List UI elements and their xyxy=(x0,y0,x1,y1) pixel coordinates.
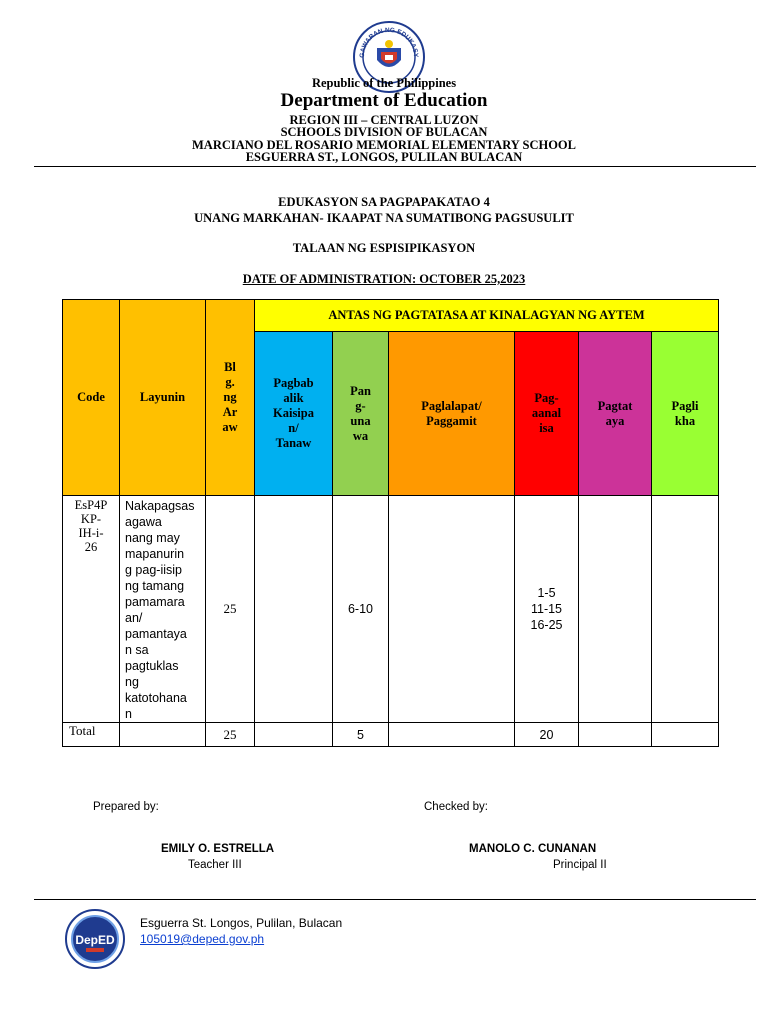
row-pagbabalik xyxy=(255,496,333,723)
total-bilang: 25 xyxy=(206,723,255,747)
checked-by-name: MANOLO C. CUNANAN xyxy=(469,843,597,855)
republic-text: Republic of the Philippines xyxy=(311,76,457,90)
exam-title: UNANG MARKAHAN- IKAAPAT NA SUMATIBONG PAGSUSULIT xyxy=(194,211,574,225)
total-pag-unawa: 5 xyxy=(333,723,389,747)
checked-by-title: Principal II xyxy=(553,859,607,871)
footer-address: Esguerra St. Longos, Pulilan, Bulacan xyxy=(140,916,343,930)
total-paglalapat xyxy=(389,723,515,747)
prepared-by-name: EMILY O. ESTRELLA xyxy=(161,843,275,855)
total-layunin xyxy=(120,723,206,747)
department-line xyxy=(0,90,768,112)
header-paglikha: Pagli kha xyxy=(652,332,719,496)
table-name-title: TALAAN NG ESPISIPIKASYON xyxy=(292,241,476,255)
total-pag-aanalisa: 20 xyxy=(515,723,579,747)
date-line xyxy=(0,270,768,288)
header-bilang-ng-araw: Bl g. ng Ar aw xyxy=(206,300,255,496)
checked-by-label: Checked by: xyxy=(424,801,488,813)
total-pagbabalik xyxy=(255,723,333,747)
header-pag-unawa: Pan g- una wa xyxy=(333,332,389,496)
footer-divider xyxy=(34,899,756,900)
table-name-line xyxy=(0,239,768,257)
header-pagbabalik-kaisipan: Pagbab alik Kaisipa n/ Tanaw xyxy=(255,332,333,496)
school-text: MARCIANO DEL ROSARIO MEMORIAL ELEMENTARY SCHOOL xyxy=(192,138,576,152)
seal-text: GAWARAN NG EDUKASY xyxy=(358,26,420,58)
prepared-by-label: Prepared by: xyxy=(93,801,159,813)
subject-title: EDUKASYON SA PAGPAPAKATAO 4 xyxy=(278,195,490,209)
table-row xyxy=(63,496,719,723)
prepared-by-title: Teacher III xyxy=(188,859,242,871)
total-label: Total xyxy=(63,723,120,747)
exam-line xyxy=(0,209,768,227)
email-link[interactable]: 105019@deped.gov.ph xyxy=(140,932,265,946)
row-paglalapat xyxy=(389,496,515,723)
department-title: Department of Education xyxy=(280,90,488,111)
row-pag-unawa: 6-10 xyxy=(333,496,389,723)
address-line xyxy=(0,148,768,166)
header-layunin: Layunin xyxy=(120,300,206,496)
header-antas: ANTAS NG PAGTATASA AT KINALAGYAN NG AYTEM xyxy=(255,300,719,332)
row-code: EsP4P KP- IH-i- 26 xyxy=(63,496,120,723)
header-pagtataya: Pagtat aya xyxy=(579,332,652,496)
row-pag-aanalisa: 1-5 11-15 16-25 xyxy=(515,496,579,723)
row-paglikha xyxy=(652,496,719,723)
specification-table xyxy=(62,299,719,747)
row-bilang: 25 xyxy=(206,496,255,723)
address-text: ESGUERRA ST., LONGOS, PULILAN BULACAN xyxy=(245,150,523,164)
logo-text: DepED xyxy=(75,933,115,947)
header-code: Code xyxy=(63,300,120,496)
date-of-administration: DATE OF ADMINISTRATION: OCTOBER 25,2023 xyxy=(242,272,526,286)
total-row xyxy=(63,723,719,747)
total-paglikha xyxy=(652,723,719,747)
header-pag-aanalisa: Pag- aanal isa xyxy=(515,332,579,496)
header-paglalapat: Paglalapat/ Paggamit xyxy=(389,332,515,496)
deped-logo xyxy=(64,908,126,970)
total-pagtataya xyxy=(579,723,652,747)
header-divider xyxy=(34,166,756,167)
row-layunin: Nakapagsas agawa nang may mapanurin g pag-iisip ng tamang pamamara an/ pamantaya n sa pagtuklas ng katotohana n xyxy=(120,496,206,723)
row-pagtataya xyxy=(579,496,652,723)
region-text: REGION III – CENTRAL LUZON xyxy=(289,113,479,127)
footer-email[interactable] xyxy=(140,932,264,946)
division-text: SCHOOLS DIVISION OF BULACAN xyxy=(280,125,488,139)
